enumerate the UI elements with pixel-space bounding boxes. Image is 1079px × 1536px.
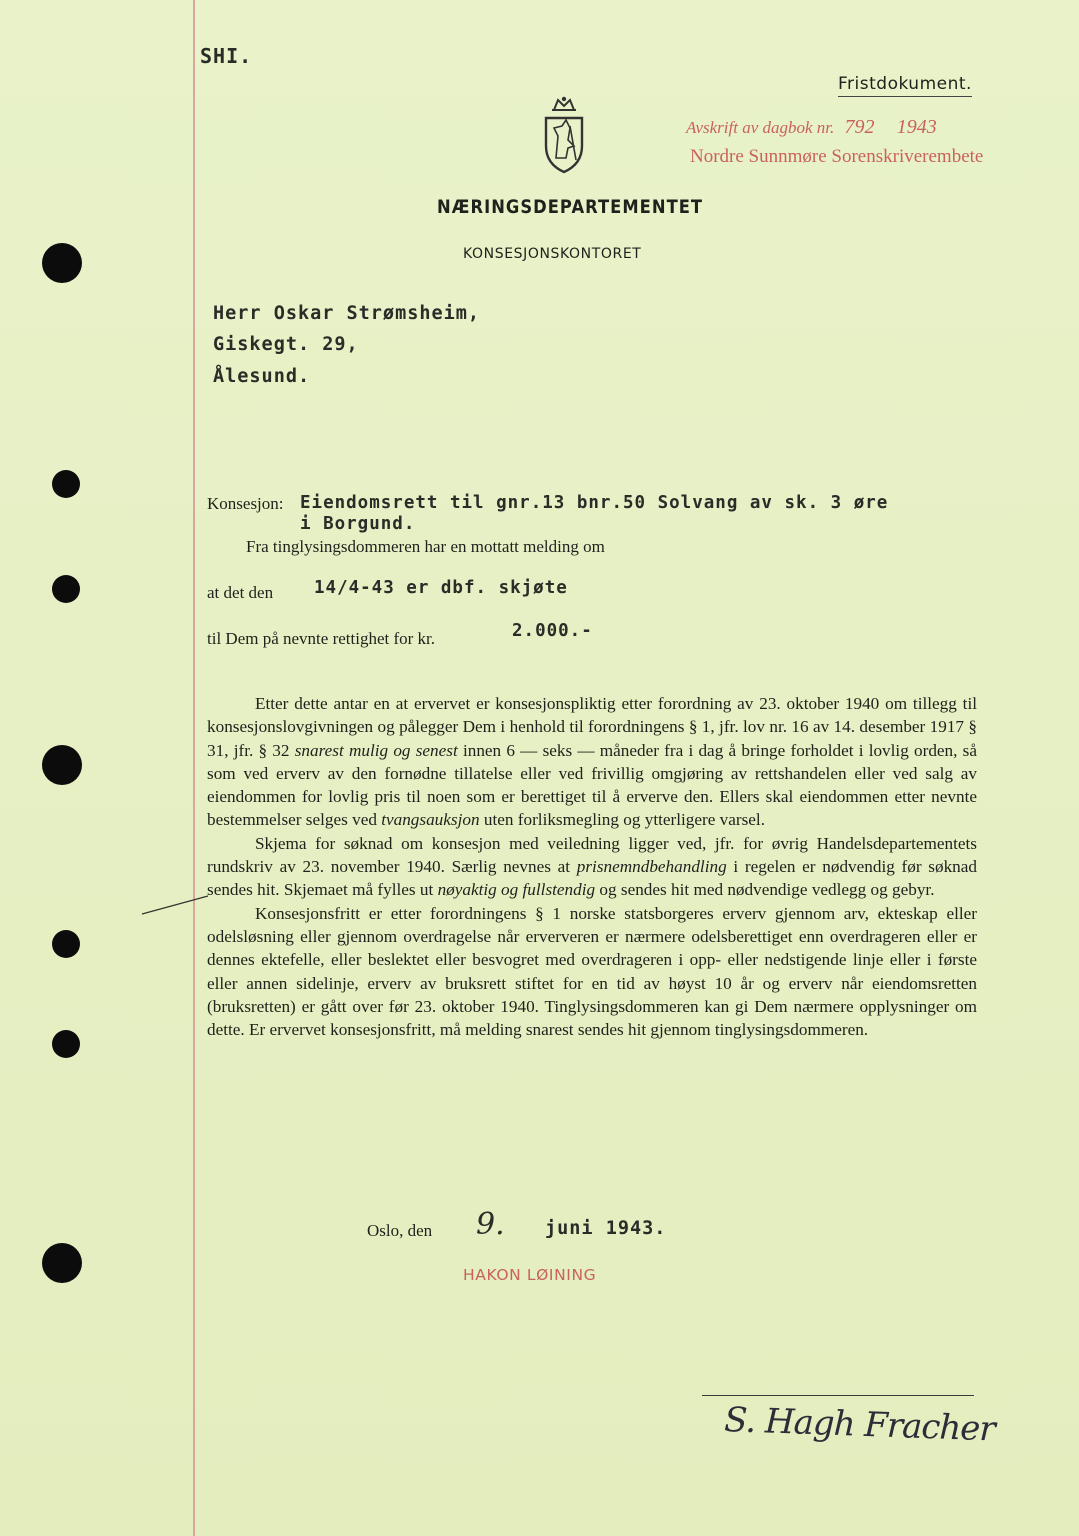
- handwritten-signature: S. Hagh Fracher: [723, 1400, 996, 1450]
- punch-hole: [52, 575, 80, 603]
- stamp-prefix: Avskrift av dagbok nr.: [686, 118, 835, 137]
- office-heading: KONSESJONSKONTORET: [463, 246, 642, 262]
- margin-rule: [193, 0, 195, 1536]
- date-value: 14/4-43 er dbf. skjøte: [314, 578, 568, 598]
- corner-code: SHI.: [200, 44, 253, 68]
- punch-hole: [52, 930, 80, 958]
- recipient-street: Giskegt. 29,: [213, 334, 359, 355]
- punch-hole: [52, 470, 80, 498]
- punch-hole: [52, 1030, 80, 1058]
- notice-line: Fra tinglysingsdommeren har en mottatt melding om: [246, 537, 605, 556]
- body-paragraph-2: Skjema for søknad om konsesjon med veiledning ligger ved, jfr. for øvrig Handelsdepartementets rundskriv av 23. november 1940. Særlig nevnes at prisnemndbehandling i regelen er nødvendig før søknad sendes hit. Skjemaet må fylles ut nøyaktig og fullstendig og sendes hit med nødvendige vedlegg og gebyr.: [207, 833, 977, 900]
- ministry-heading: NÆRINGSDEPARTEMENTET: [437, 196, 704, 218]
- amount-label: til Dem på nevnte rettighet for kr.: [207, 629, 436, 648]
- konsesjon-label: Konsesjon:: [207, 494, 284, 513]
- body-paragraph-1: Etter dette antar en at ervervet er konsesjonspliktig etter forordning av 23. oktober 1940 om tillegg til konsesjonslovgivningen og pålegger Dem i henhold til forordningens § 1, jfr. lov nr. 16 av 14. desember 1917 § 31, jfr. § 32 snarest mulig og senest innen 6 — seks — måneder fra i dag å bringe forholdet i lovlig orden, så som ved erverv av den fornødne tillatelse eller ved frivillig omgjøring av rettshandelen eller ved salg av eiendommen for lovlig pris til noen som er berettiget til å erverve den. Ellers skal eiendommen etter nevnte bestemmelser selges ved tvangsauksjon uten forliksmegling og ytterligere varsel.: [207, 694, 977, 830]
- punch-hole: [42, 745, 82, 785]
- margin-pen-mark: [140, 892, 210, 918]
- stamp-dagbok-nr: 792: [844, 116, 875, 138]
- body-text: [207, 692, 977, 1041]
- archive-stamp-line1: [686, 116, 937, 139]
- recipient-name: Herr Oskar Strømsheim,: [213, 303, 481, 324]
- place-label: Oslo, den: [367, 1221, 433, 1240]
- date-month-year: juni 1943.: [545, 1218, 667, 1239]
- official-name-stamp: HAKON LØINING: [463, 1266, 597, 1284]
- coat-of-arms-icon: [540, 96, 588, 176]
- amount-value: 2.000.-: [512, 621, 593, 641]
- signature-line: [702, 1395, 974, 1396]
- date-label: at det den: [207, 583, 274, 602]
- punch-hole: [42, 1243, 82, 1283]
- handwritten-day: 9.: [476, 1207, 505, 1242]
- stamp-year: 1943: [896, 116, 937, 138]
- body-paragraph-3: Konsesjonsfritt er etter forordningens § 1 norske statsborgeres erverv gjennom arv, ekteskap eller odelsløsning eller gjennom overdragelse når erververen er nærmere odelsberettiget enn overdrageren eller er dennes ektefelle, eller beslektet eller besvogret med overdrageren i opp- eller nedstigende linje eller i første eller annen sidelinje, erverv av bruksrett stiftet for en tid av høyst 10 år og erverv når eiendomsretten (bruksretten) er gått over før 23. oktober 1940. Tinglysingsdommeren kan gi Dem nærmere opplysninger om dette. Er ervervet konsesjonsfritt, må melding snarest sendes hit gjennom tinglysingsdommeren.: [207, 903, 977, 1040]
- doc-type-label: Fristdokument.: [838, 74, 972, 97]
- konsesjon-line1: Eiendomsrett til gnr.13 bnr.50 Solvang av sk. 3 øre: [300, 493, 889, 513]
- konsesjon-line2: i Borgund.: [300, 514, 416, 534]
- recipient-city: Ålesund.: [213, 366, 311, 387]
- punch-hole: [42, 243, 82, 283]
- archive-stamp-line2: Nordre Sunnmøre Sorenskriverembete: [690, 146, 984, 167]
